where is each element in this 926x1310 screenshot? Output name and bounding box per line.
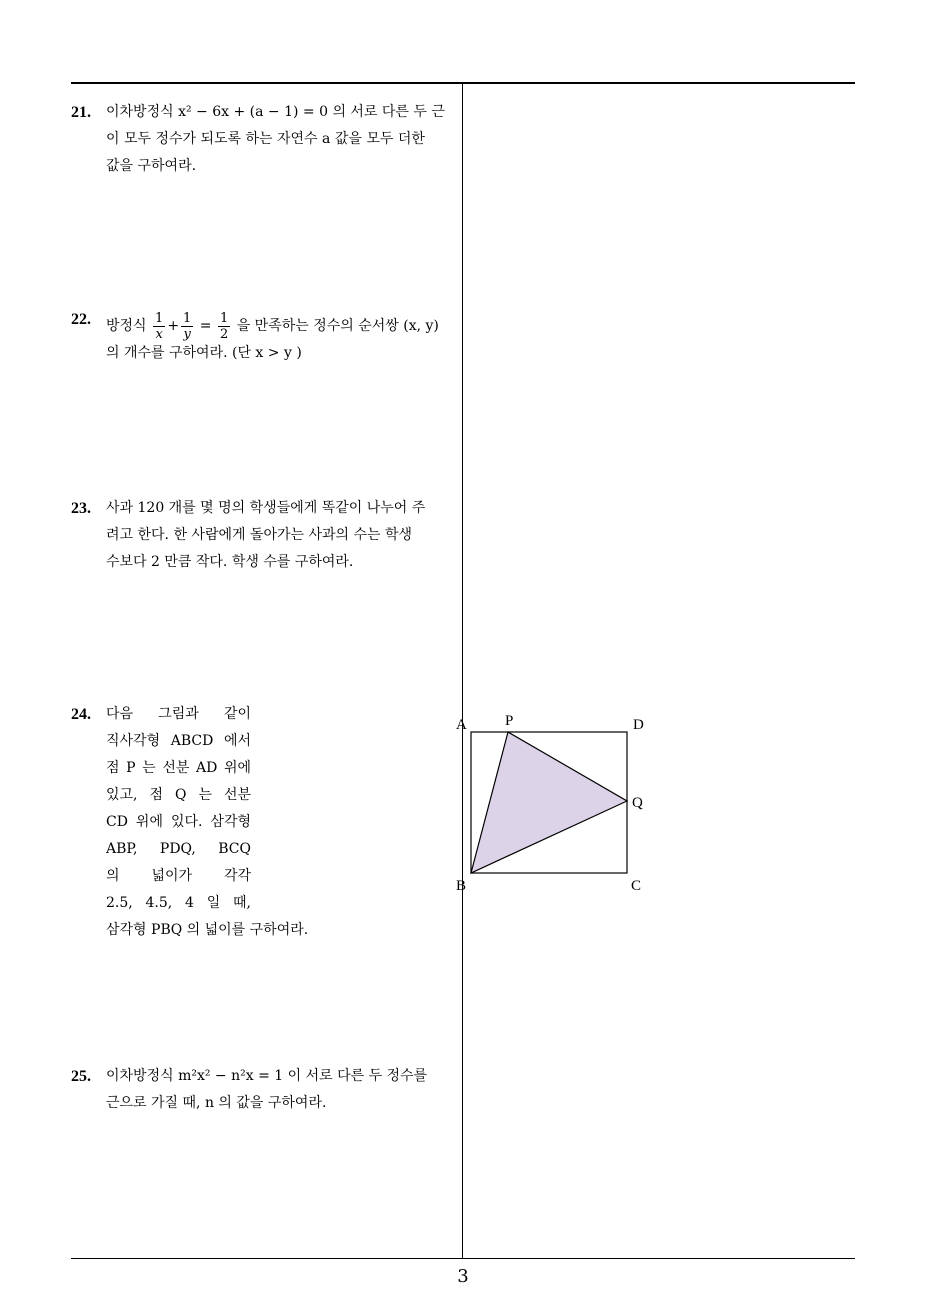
label-a: A (456, 717, 467, 733)
problem-text (106, 306, 439, 367)
fraction (181, 311, 193, 342)
text-line: 있고, 점 Q 는 선분 (106, 787, 251, 803)
text-line: 이차방정식 x² − 6x + (a − 1) = 0 의 서로 다른 두 근 (106, 104, 445, 120)
problem-text (106, 495, 425, 576)
text-line: 수보다 2 만큼 작다. 학생 수를 구하여라. (106, 554, 354, 570)
problem-24 (71, 701, 644, 941)
text-line: 다음 그림과 같이 (106, 706, 251, 722)
text-line: 값을 구하여라. (106, 158, 197, 174)
problem-number: 22. (71, 311, 91, 328)
fraction (218, 311, 230, 342)
text-line: 의 넓이가 각각 (106, 868, 251, 884)
problem-number: 25. (71, 1068, 91, 1085)
page-number: 3 (457, 1266, 469, 1287)
column-divider (462, 83, 463, 1259)
text-line: 려고 한다. 한 사람에게 돌아가는 사과의 수는 학생 (106, 527, 413, 543)
triangle-pbq (471, 732, 627, 873)
equation-prefix: 방정식 (106, 318, 147, 334)
label-p: P (505, 713, 514, 729)
problem-text (106, 99, 445, 180)
fraction (153, 311, 165, 342)
equals-sign: = (199, 318, 212, 334)
numerator: 1 (183, 310, 192, 326)
label-q: Q (632, 795, 643, 811)
problem-text (106, 701, 309, 944)
label-b: B (456, 878, 467, 894)
text-line: CD 위에 있다. 삼각형 (106, 814, 251, 830)
text-line: 근으로 가질 때, n 의 값을 구하여라. (106, 1095, 327, 1111)
text-line: 점 P 는 선분 AD 위에 (106, 760, 251, 776)
bottom-rule (71, 1258, 855, 1259)
text-line: 의 개수를 구하여라. (단 x > y ) (106, 345, 302, 361)
problem-number: 23. (71, 500, 91, 517)
top-rule (71, 82, 855, 84)
text-line: 삼각형 PBQ 의 넓이를 구하여라. (106, 922, 309, 938)
label-c: C (631, 878, 642, 894)
problem-number: 21. (71, 104, 91, 121)
problem-text (106, 1063, 427, 1117)
numerator: 1 (219, 310, 229, 326)
denominator: 2 (219, 326, 229, 342)
numerator: 1 (155, 310, 164, 326)
plus-sign: + (167, 318, 180, 334)
text-line: 이 모두 정수가 되도록 하는 자연수 a 값을 모두 더한 (106, 131, 425, 147)
problem-number: 24. (71, 706, 91, 723)
denominator: x (155, 326, 163, 342)
label-d: D (633, 717, 644, 733)
text-line: 이차방정식 m²x² − n²x = 1 이 서로 다른 두 정수를 (106, 1068, 428, 1084)
text-line: 2.5, 4.5, 4 일 때, (106, 895, 251, 911)
text-line: 직사각형 ABCD 에서 (106, 733, 251, 749)
denominator: y (183, 326, 191, 342)
text-line: ABP, PDQ, BCQ (106, 841, 251, 857)
rectangle-figure (261, 707, 644, 894)
equation-suffix: 을 만족하는 정수의 순서쌍 (x, y) (236, 318, 439, 334)
text-line: 사과 120 개를 몇 명의 학생들에게 똑같이 나누어 주 (106, 500, 426, 516)
